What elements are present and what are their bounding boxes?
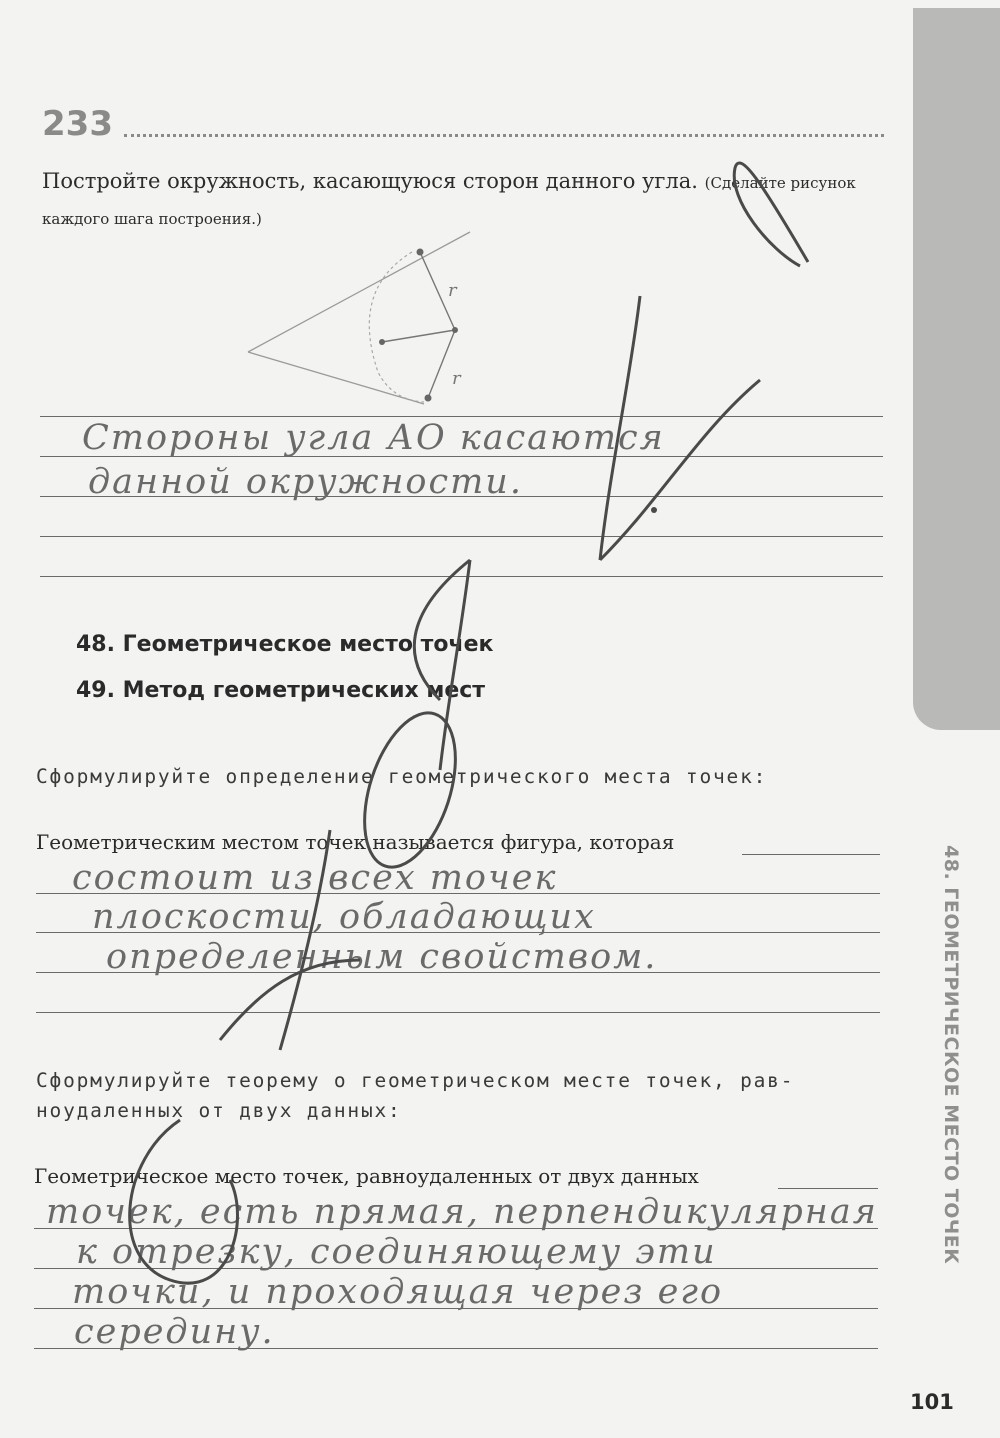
radius-label-lower: r — [452, 368, 461, 389]
page-number: 101 — [910, 1390, 954, 1414]
watermark-stroke — [130, 1120, 238, 1283]
handwritten-answer-233-line2: данной окружности. — [88, 462, 523, 502]
handwritten-theorem-line1: точек, есть прямая, перпендикулярная — [46, 1192, 878, 1232]
radius-label-upper: r — [448, 280, 457, 301]
section-title-48: 48. Геометрическое место точек — [76, 632, 494, 657]
definition-lead: Геометрическим местом точек называется фигура, которая — [36, 830, 675, 854]
watermark-stroke — [414, 560, 470, 770]
watermark-dot — [651, 507, 657, 513]
theorem-prompt-line2: ноудаленных от двух данных: — [36, 1099, 402, 1122]
definition-prompt: Сформулируйте определение геометрического места точек: — [36, 765, 768, 788]
handwritten-definition-line1: состоит из всех точек — [72, 858, 558, 898]
handwritten-theorem-line4: середину. — [74, 1312, 275, 1352]
section-title-49: 49. Метод геометрических мест — [76, 678, 486, 703]
theorem-lead: Геометрическое место точек, равноудаленных от двух данных — [34, 1164, 699, 1188]
handwritten-definition-line2: плоскости, обладающих — [92, 897, 596, 937]
handwritten-theorem-line2: к отрезку, соединяющему эти — [76, 1232, 717, 1272]
task-note: (Сделайте рисунок каждого шага построения.) — [42, 174, 856, 228]
watermark-stroke — [347, 702, 473, 879]
handwritten-answer-233-line1: Стороны угла АО касаются — [82, 418, 665, 458]
task-number: 233 — [42, 104, 113, 144]
watermark-text: списки — [0, 0, 4, 1]
task-instruction: Постройте окружность, касающуюся сторон данного угла. — [42, 169, 698, 193]
handwritten-theorem-line3: точки, и проходящая через его — [72, 1272, 724, 1312]
watermark-stroke — [734, 163, 808, 266]
watermark-stroke — [600, 296, 760, 560]
theorem-prompt-line1: Сформулируйте теорему о геометрическом месте точек, рав- — [36, 1069, 795, 1092]
watermark-stroke — [220, 830, 360, 1050]
handwritten-definition-line3: определенным свойством. — [106, 937, 658, 977]
side-tab-title: 48. ГЕОМЕТРИЧЕСКОЕ МЕСТО ТОЧЕК — [940, 845, 962, 1265]
